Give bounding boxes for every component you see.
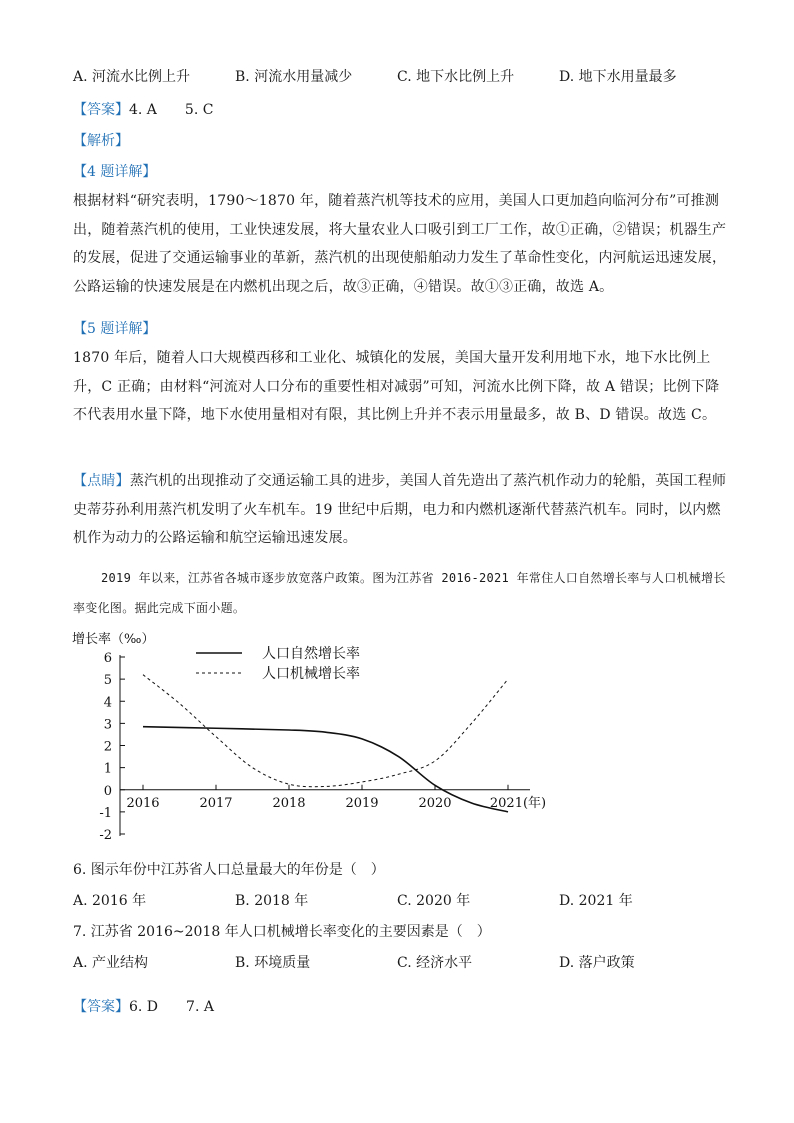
x-tick-label: 2019 — [345, 795, 379, 811]
y-tick-label: -1 — [99, 805, 112, 821]
q6-option-a: A. 2016 年 — [73, 893, 147, 909]
tip-tag: 【点睛】 — [73, 473, 130, 489]
intro-paragraph: 2019 年以来，江苏省各城市逐步放宽落户政策。图为江苏省 2016-2021 年常住人口自然增长率与人口机械增长率变化图。据此完成下面小题。 — [73, 571, 726, 615]
y-tick-label: 1 — [103, 761, 112, 777]
answer-tag: 【答案】 — [73, 102, 129, 118]
analysis-tag: 【解析】 — [73, 133, 129, 149]
legend-label: 人口自然增长率 — [262, 646, 360, 662]
y-tick-label: 4 — [103, 695, 112, 711]
y-tick-label: 6 — [103, 651, 112, 666]
q7-option-a: A. 产业结构 — [73, 955, 149, 971]
y-tick-label: 2 — [103, 739, 112, 755]
q3-option-d: D. 地下水用量最多 — [559, 69, 677, 85]
tip-paragraph: 【点睛】蒸汽机的出现推动了交通运输工具的进步，美国人首先造出了蒸汽机作动力的轮船，英国工程师史蒂芬孙利用蒸汽机发明了火车机车。19 世纪中后期，电力和内燃机逐渐代替蒸汽机车。同时，以内燃机作为动力的公路运输和航空运输迅速发展。 — [73, 473, 727, 546]
y-tick-label: 0 — [103, 783, 112, 799]
y-tick-label: 3 — [103, 717, 112, 733]
x-tick-label: 2016 — [126, 795, 160, 811]
natural-growth-line — [143, 727, 508, 812]
q5-detail-tag: 【5 题详解】 — [73, 321, 157, 337]
q6-question: 6. 图示年份中江苏省人口总量最大的年份是（ ） — [73, 862, 385, 878]
q6-option-d: D. 2021 年 — [559, 893, 633, 909]
q3-option-b: B. 河流水用量减少 — [235, 69, 353, 85]
growth-rate-chart — [60, 628, 547, 848]
q7-option-c: C. 经济水平 — [397, 955, 473, 971]
q4-detail-body: 根据材料“研究表明，1790～1870 年，随着蒸汽机等技术的应用，美国人口更加趋向临河分布”可推测出，随着蒸汽机的使用，工业快速发展，将大量农业人口吸引到工厂工作，故①正确，②错误；机器生产的发展，促进了交通运输事业的革新，蒸汽机的出现使船舶动力发生了革命性变化，内河航运迅速发展，公路运输的快速发展是在内燃机出现之后，故③正确，④错误。故①③正确，故选 A。 — [73, 193, 727, 295]
answer-tag: 【答案】 — [73, 999, 129, 1015]
x-tick-label: 2021(年) — [489, 795, 547, 811]
migration-growth-line — [143, 675, 508, 787]
q4-detail-tag: 【4 题详解】 — [73, 164, 157, 180]
q3-option-a: A. 河流水比例上升 — [73, 69, 191, 85]
q6-option-c: C. 2020 年 — [397, 893, 471, 909]
legend-label: 人口机械增长率 — [262, 666, 360, 682]
q7-question: 7. 江苏省 2016~2018 年人口机械增长率变化的主要因素是（ ） — [73, 924, 491, 940]
y-tick-label: 5 — [103, 673, 112, 689]
answer-line-1: 【答案】4. A 5. C — [73, 102, 214, 118]
x-tick-label: 2017 — [199, 795, 233, 811]
answer-line-2: 【答案】6. D 7. A — [73, 999, 214, 1015]
x-tick-label: 2018 — [272, 795, 306, 811]
q3-option-c: C. 地下水比例上升 — [397, 69, 515, 85]
q7-option-d: D. 落户政策 — [559, 955, 635, 971]
q7-option-b: B. 环境质量 — [235, 955, 311, 971]
q5-detail-body: 1870 年后，随着人口大规模西移和工业化、城镇化的发展，美国大量开发利用地下水，地下水比例上升，C 正确；由材料“河流对人口分布的重要性相对减弱”可知，河流水比例下降，故 A 错误；比例下降不代表用水量下降，地下水使用量相对有限，其比例上升并不表示用量最多，故 B、D 错误。故选 C。 — [73, 350, 720, 423]
y-tick-label: -2 — [99, 828, 112, 843]
y-axis-label: 增长率（‰） — [72, 632, 155, 647]
q6-option-b: B. 2018 年 — [235, 893, 309, 909]
x-tick-label: 2020 — [418, 795, 452, 811]
